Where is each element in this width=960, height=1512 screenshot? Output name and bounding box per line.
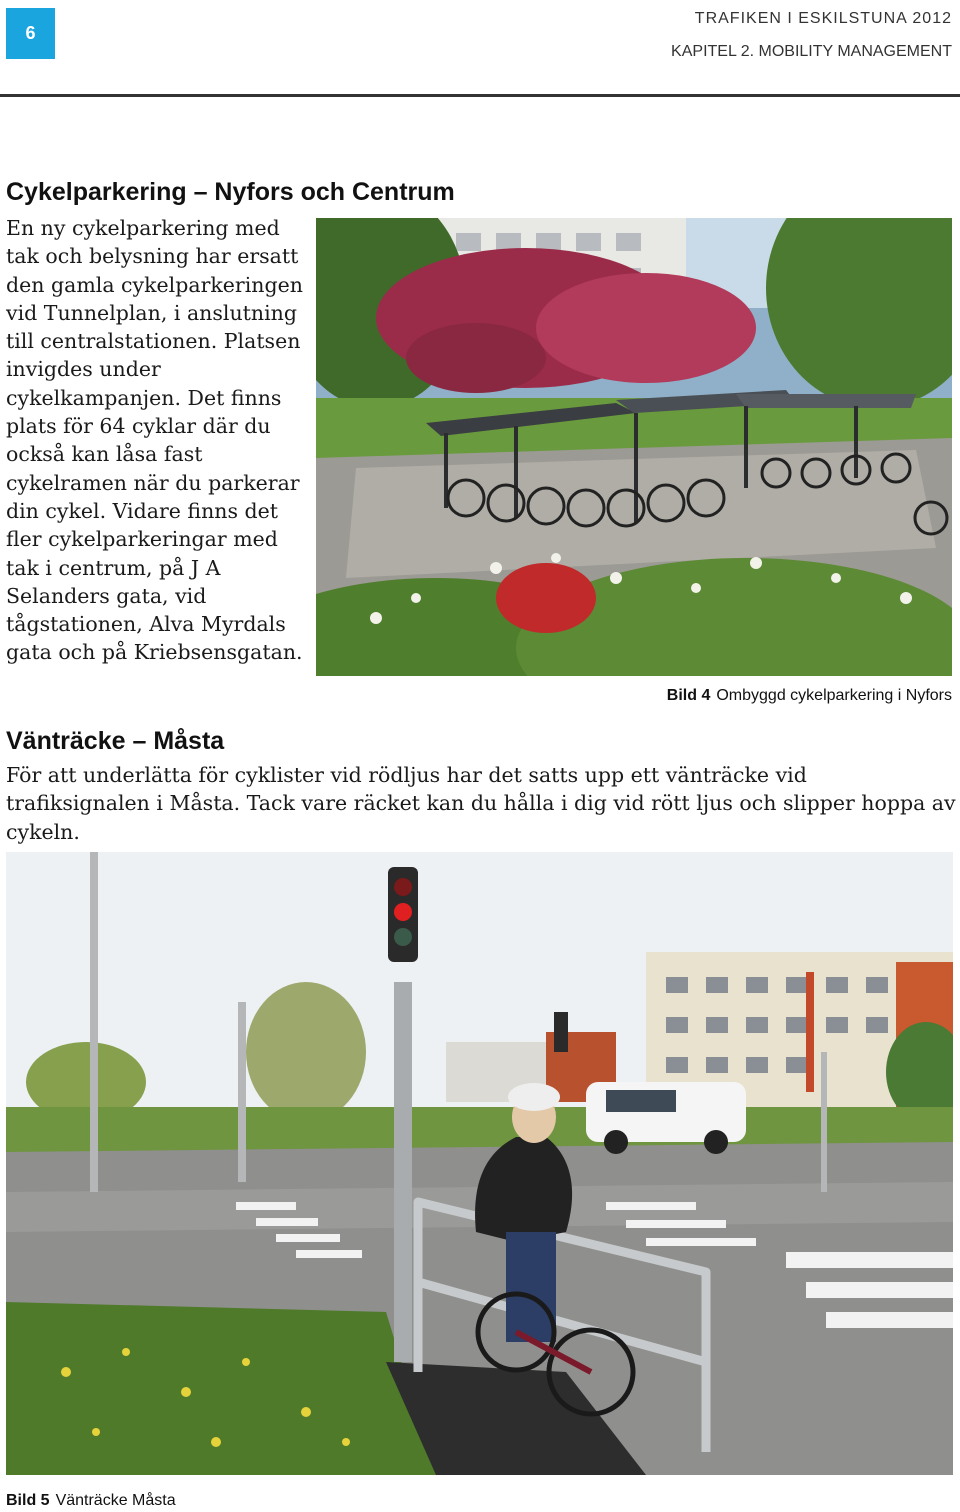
photo-bike-parking: [316, 218, 952, 676]
figure-caption-text: Vänträcke Måsta: [55, 1492, 176, 1509]
figure-caption-bild5: [6, 1492, 176, 1510]
section-body-cykelparkering: En ny cykelparkering med tak och belysning har ersatt den gamla cykelparkeringen vid Tunnelplan, i anslutning till centralstationen. Platsen invigdes under cykelkampanjen. Det finns plats för 64 cyklar där du också kan låsa fast cykelramen när du parkerar din cykel. Vidare finns det fler cykelparkeringar med tak i centrum, på J A Selanders gata, vid tågstationen, Alva Myrdals gata och på Kriebsensgatan.: [6, 216, 303, 665]
figure-caption-bild4: [667, 687, 952, 705]
figure-label: Bild 5: [6, 1492, 50, 1509]
page-number-badge: 6: [6, 8, 55, 59]
section-body-vantracke: För att underlätta för cyklister vid rödljus har det satts upp ett vänträcke vid trafiksignalen i Måsta. Tack vare räcket kan du hålla i dig vid rött ljus och slipper hoppa av cykeln.: [6, 763, 956, 844]
section-heading-cykelparkering: Cykelparkering – Nyfors och Centrum: [6, 178, 455, 206]
figure-caption-text: Ombyggd cykelparkering i Nyfors: [716, 687, 952, 704]
photo-waiting-rail: [6, 852, 953, 1475]
publication-title: TRAFIKEN I ESKILSTUNA 2012: [694, 10, 952, 27]
section-heading-vantracke: Vänträcke – Måsta: [6, 727, 225, 755]
header-divider: [0, 94, 960, 97]
chapter-title: KAPITEL 2. MOBILITY MANAGEMENT: [671, 43, 952, 60]
figure-label: Bild 4: [666, 687, 711, 704]
